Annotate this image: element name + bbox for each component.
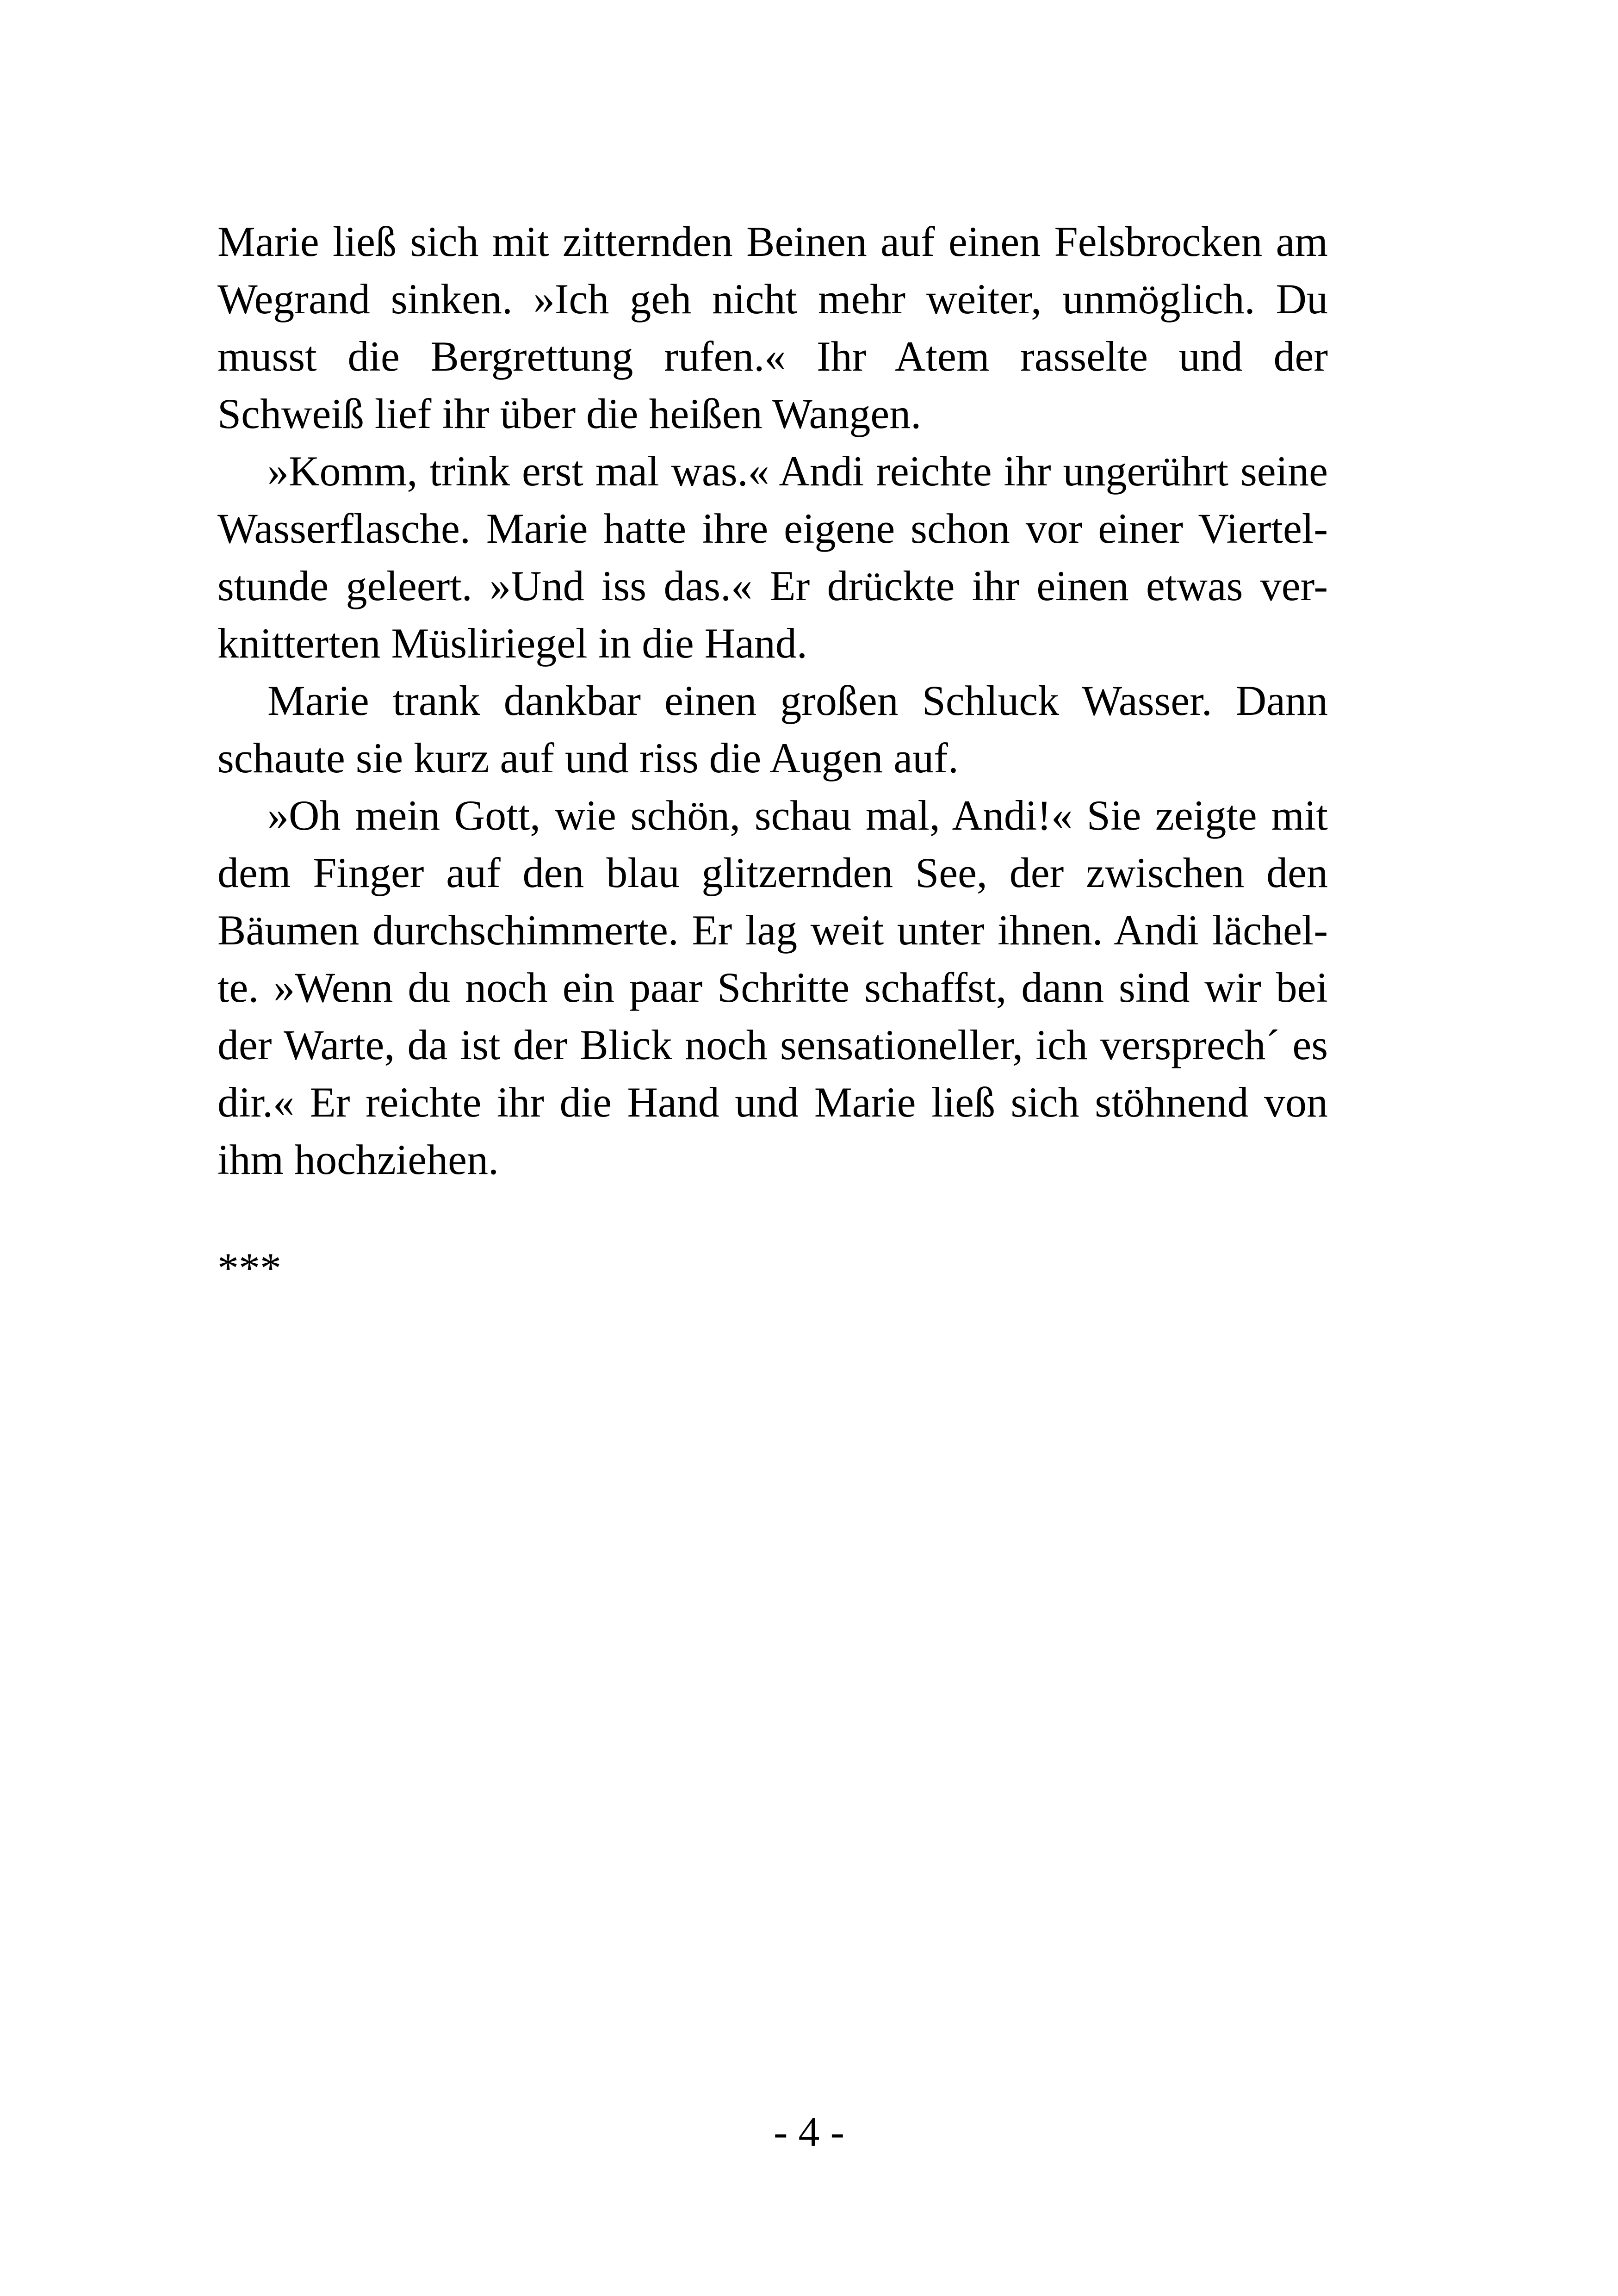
text-line: te. »Wenn du noch ein paar Schritte schaffst, dann sind wir bei [217,964,1328,1011]
text-line: Marie ließ sich mit zitternden Beinen auf einen Felsbrocken am [217,218,1328,265]
text-line: musst die Bergrettung rufen.« Ihr Atem rasselte und der [217,333,1328,380]
body-text [217,213,1328,1188]
section-separator: *** [217,1244,281,1291]
text-line: dem Finger auf den blau glitzernden See, der zwischen den [217,849,1328,896]
text-line: Wasserflasche. Marie hatte ihre eigene schon vor einer Viertel- [217,505,1328,552]
text-line: schaute sie kurz auf und riss die Augen auf. [217,734,959,782]
text-line: Wegrand sinken. »Ich geh nicht mehr weiter, unmöglich. Du [217,275,1328,323]
text-line: dir.« Er reichte ihr die Hand und Marie ließ sich stöhnend von [217,1079,1328,1126]
text-line: »Komm, trink erst mal was.« Andi reichte ihr ungerührt seine [267,447,1328,495]
text-line: der Warte, da ist der Blick noch sensationeller, ich versprech´ es [217,1021,1328,1068]
page-number: - 4 - [773,2108,845,2155]
text-line: stunde geleert. »Und iss das.« Er drückte ihr einen etwas ver- [217,562,1328,609]
text-line: Bäumen durchschimmerte. Er lag weit unter ihnen. Andi lächel- [217,906,1328,954]
text-line: knitterten Müsliriegel in die Hand. [217,620,807,667]
text-line: ihm hochziehen. [217,1136,499,1183]
text-line: »Oh mein Gott, wie schön, schau mal, Andi!« Sie zeigte mit [267,792,1328,839]
text-line: Schweiß lief ihr über die heißen Wangen. [217,390,922,437]
text-line: Marie trank dankbar einen großen Schluck Wasser. Dann [267,677,1328,724]
